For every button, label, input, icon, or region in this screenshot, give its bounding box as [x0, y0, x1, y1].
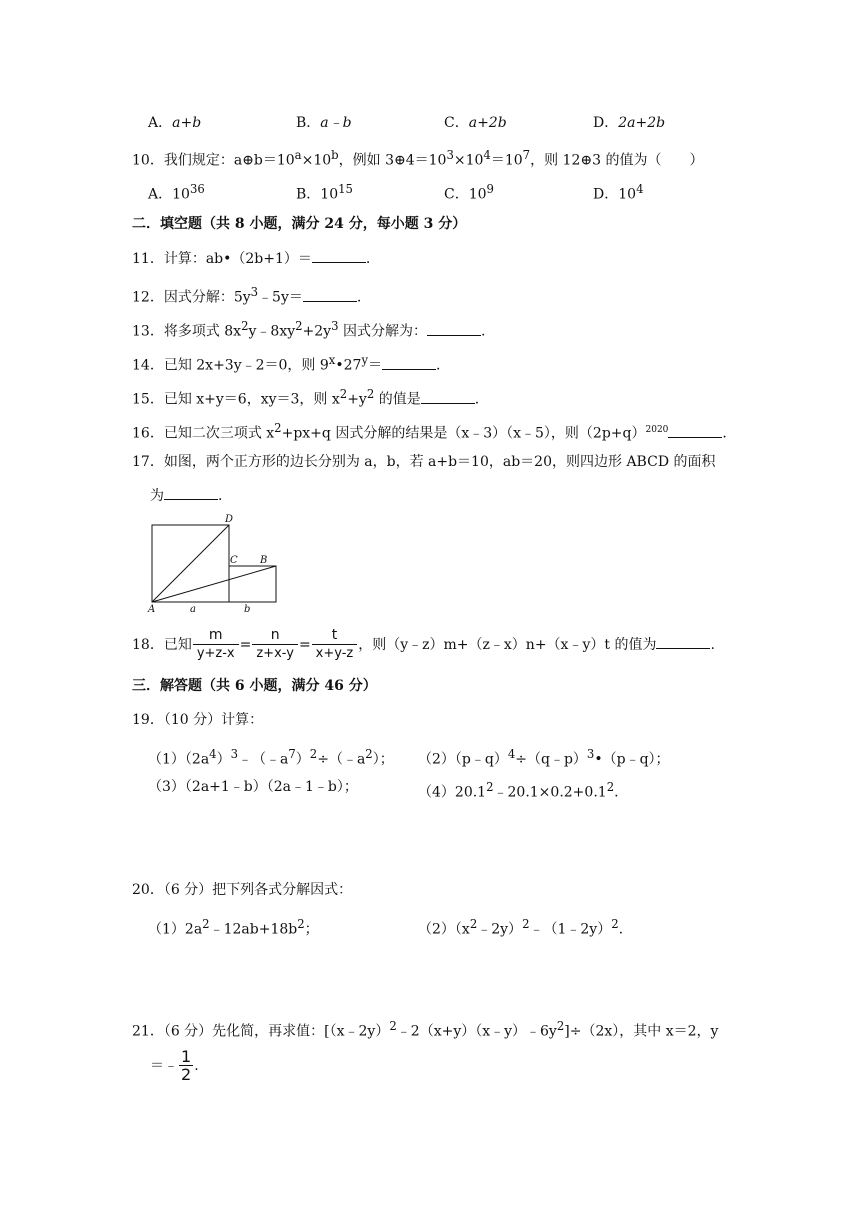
q19-text: ） — [295, 751, 310, 768]
q19-text: ﹣20.1×0.2+0.1 — [493, 784, 607, 801]
q10-stem — [132, 145, 703, 171]
q12-text: ﹣5y＝ — [258, 289, 303, 306]
superscript: 3 — [250, 285, 259, 299]
q18-end: . — [710, 637, 715, 653]
q15-text: +y — [347, 391, 367, 408]
fraction-denominator: y+z-x — [196, 646, 235, 661]
q12-text: 12．因式分解：5y — [132, 289, 251, 306]
q17-end: . — [218, 488, 223, 504]
superscript: 2 — [274, 421, 282, 435]
option-label: C． — [444, 115, 469, 131]
q14-text: ＝ — [368, 357, 383, 374]
q10-text: 10．我们规定：a⊕b＝10 — [132, 152, 295, 169]
option-label: C． — [444, 186, 469, 203]
answer-blank[interactable] — [427, 321, 481, 336]
q14 — [132, 350, 441, 376]
q20-text: ； — [304, 921, 319, 938]
q19-text: （4）20.1 — [418, 784, 487, 801]
q20-part1 — [148, 914, 319, 940]
q19-text: . — [614, 784, 619, 801]
superscript: 3 — [586, 747, 595, 761]
option-exponent: 9 — [486, 182, 494, 196]
label-d: D — [225, 514, 234, 525]
fraction-one-half — [179, 1048, 193, 1084]
q21-text: ﹣2（x+y）（x﹣y）﹣6y — [396, 1023, 557, 1040]
superscript: a — [294, 148, 302, 162]
superscript: 2 — [295, 319, 303, 333]
superscript: b — [331, 148, 339, 162]
fraction-denominator: x+y-z — [315, 646, 354, 661]
q21-text: ]÷（2x），其中 x＝2，y — [564, 1023, 719, 1040]
superscript: 2 — [309, 747, 318, 761]
q16-text: 16．已知二次三项式 x — [132, 425, 275, 442]
small-square — [229, 566, 276, 602]
q19-text: ） — [216, 751, 231, 768]
superscript: 2 — [366, 387, 375, 401]
q9-option-c — [444, 113, 507, 133]
superscript: 2 — [469, 917, 478, 931]
option-base: 10 — [618, 186, 637, 203]
q9-option-a — [148, 113, 201, 133]
label-a-vertex: A — [148, 604, 156, 615]
option-label: D． — [593, 186, 619, 203]
q14-text: •27 — [335, 357, 362, 374]
q20-part2 — [418, 914, 623, 940]
q18 — [132, 627, 715, 663]
q12 — [132, 282, 361, 308]
option-text: 2a+2b — [618, 115, 666, 131]
q17-text: 为 — [150, 488, 164, 504]
answer-blank[interactable] — [656, 634, 710, 649]
superscript: 2 — [241, 319, 249, 333]
q13-text: 因式分解为： — [338, 323, 427, 340]
label-b-vertex: B — [260, 555, 268, 566]
superscript: 4 — [209, 747, 217, 761]
superscript: 3 — [446, 148, 454, 162]
label-c: C — [230, 555, 238, 566]
fraction-t — [312, 627, 358, 663]
superscript: 7 — [522, 148, 531, 162]
q12-end: . — [356, 289, 362, 306]
q20-text: （2）（x — [418, 921, 470, 938]
q10-text: ，则 12⊕3 的值为（ ） — [530, 152, 704, 169]
superscript: 2 — [297, 917, 305, 931]
fraction-numerator: 1 — [181, 1047, 192, 1066]
q19-part4 — [418, 777, 619, 803]
q15-end: . — [474, 391, 480, 408]
q21-end: . — [194, 1058, 199, 1074]
q19-text: ﹣（﹣a — [238, 751, 289, 768]
q11-end: . — [365, 251, 371, 267]
q18-text: ，则（y﹣z）m+（z﹣x）n+（x﹣y）t 的值为 — [358, 637, 657, 653]
superscript: 2 — [522, 917, 530, 931]
superscript: 2 — [365, 747, 373, 761]
superscript: 2 — [202, 917, 210, 931]
q15 — [132, 384, 479, 410]
q19-text: （2）（p﹣q） — [418, 751, 508, 768]
option-base: 10 — [172, 186, 190, 203]
q15-text: 的值是 — [374, 391, 421, 408]
fraction-numerator: t — [312, 627, 358, 645]
option-text: a﹣b — [320, 115, 352, 131]
q13-text: +2y — [302, 323, 332, 340]
q21-text: ＝﹣ — [150, 1058, 178, 1074]
option-exponent: 36 — [189, 182, 205, 196]
q21-line2 — [150, 1046, 199, 1086]
option-text: a+2b — [468, 115, 507, 131]
q10-text: ，例如 3⊕4＝10 — [338, 152, 447, 169]
answer-blank[interactable] — [312, 248, 366, 263]
section-heading: 三．解答题（共 6 小题，满分 46 分） — [132, 678, 377, 694]
q15-text: 15．已知 x+y＝6，xy＝3，则 x — [132, 391, 340, 408]
superscript: 2 — [556, 1019, 565, 1033]
q19-text: ÷（﹣a — [317, 751, 366, 768]
q13 — [132, 316, 485, 342]
superscript: 7 — [288, 747, 296, 761]
superscript: 2 — [611, 917, 619, 931]
superscript: 4 — [507, 747, 516, 761]
fraction-n — [252, 627, 298, 663]
q10-text: ＝10 — [490, 152, 523, 169]
q20-text: ﹣2y） — [477, 921, 523, 938]
option-label: D． — [593, 115, 619, 131]
q14-end: . — [436, 357, 441, 374]
q17-line2 — [150, 485, 222, 506]
superscript: 2020 — [645, 425, 669, 435]
q16-text: +px+q 因式分解的结果是（x﹣3）（x﹣5），则（2p+q） — [281, 425, 646, 442]
two-squares-figure — [140, 512, 290, 616]
fraction-denominator: z+x-y — [256, 646, 294, 661]
answer-blank[interactable] — [668, 423, 722, 438]
q20-text: . — [618, 921, 624, 938]
q10-text: ×10 — [453, 152, 484, 169]
fraction-denominator: 2 — [181, 1065, 192, 1084]
superscript: y — [361, 353, 369, 367]
answer-blank[interactable] — [303, 287, 357, 302]
superscript: 2 — [606, 780, 615, 794]
superscript: 2 — [486, 780, 494, 794]
q20-title: 20．（6 分）把下列各式分解因式： — [132, 882, 353, 898]
q19-text: •（p﹣q）； — [594, 751, 670, 768]
option-label: B． — [296, 186, 321, 203]
q19-title: 19．（10 分）计算： — [132, 712, 264, 728]
q17-line1: 17．如图，两个正方形的边长分别为 a，b，若 a+b＝10，ab＝20，则四边形 ABCD 的面积 — [132, 454, 716, 470]
q21-line1 — [132, 1016, 718, 1042]
option-text: a+b — [172, 115, 202, 131]
superscript: 2 — [339, 387, 348, 401]
q10-option-d — [593, 179, 643, 205]
q20-text: ﹣12ab+18b — [209, 921, 298, 938]
q18-text: 18．已知 — [132, 637, 192, 653]
section-heading: 二．填空题（共 8 小题，满分 24 分，每小题 3 分） — [132, 216, 467, 232]
q20-text: （1）2a — [148, 921, 203, 938]
superscript: 3 — [230, 747, 239, 761]
q13-text: y﹣8xy — [248, 323, 296, 340]
answer-blank[interactable] — [382, 355, 436, 370]
q20-text: ﹣（1﹣2y） — [529, 921, 612, 938]
fraction-numerator: m — [193, 627, 239, 645]
q19-text: ÷（q﹣p） — [515, 751, 587, 768]
q16 — [132, 418, 727, 444]
answer-blank[interactable] — [164, 485, 218, 500]
fraction-m — [193, 627, 239, 663]
answer-blank[interactable] — [421, 389, 475, 404]
q9-option-b — [296, 113, 352, 133]
q19-text: （1）（2a — [148, 751, 210, 768]
option-base: 10 — [468, 186, 487, 203]
superscript: 4 — [483, 148, 491, 162]
equals-sign: = — [298, 637, 311, 653]
q14-text: 14．已知 2x+3y﹣2＝0，则 9 — [132, 357, 329, 374]
q13-end: . — [480, 323, 486, 340]
q11-text: 11．计算：ab•（2b+1）＝ — [132, 251, 312, 267]
q19-text: ）； — [372, 751, 394, 768]
equals-sign: = — [239, 637, 252, 653]
q11 — [132, 248, 370, 269]
q21-text: 21．（6 分）先化简，再求值：[（x﹣2y） — [132, 1023, 390, 1040]
label-a-length: a — [190, 604, 196, 615]
q10-text: ×10 — [301, 152, 332, 169]
q10-option-b — [296, 179, 353, 205]
option-exponent: 4 — [636, 182, 644, 196]
q16-end: . — [722, 425, 727, 442]
option-label: A． — [148, 186, 173, 203]
option-base: 10 — [320, 186, 339, 203]
superscript: x — [328, 353, 336, 367]
label-b-length: b — [244, 604, 251, 615]
superscript: 2 — [389, 1019, 397, 1033]
option-exponent: 15 — [338, 182, 353, 196]
option-label: B． — [296, 115, 321, 131]
q10-option-a — [148, 179, 205, 205]
q9-option-d — [593, 113, 665, 133]
option-label: A． — [148, 115, 173, 131]
q13-text: 13．将多项式 8x — [132, 323, 242, 340]
superscript: 3 — [331, 319, 339, 333]
q19-part3: （3）（2a+1﹣b）（2a﹣1﹣b）； — [148, 779, 358, 795]
q19-part1 — [148, 744, 394, 770]
q10-option-c — [444, 179, 494, 205]
q19-part2 — [418, 744, 670, 770]
fraction-numerator: n — [252, 627, 298, 645]
